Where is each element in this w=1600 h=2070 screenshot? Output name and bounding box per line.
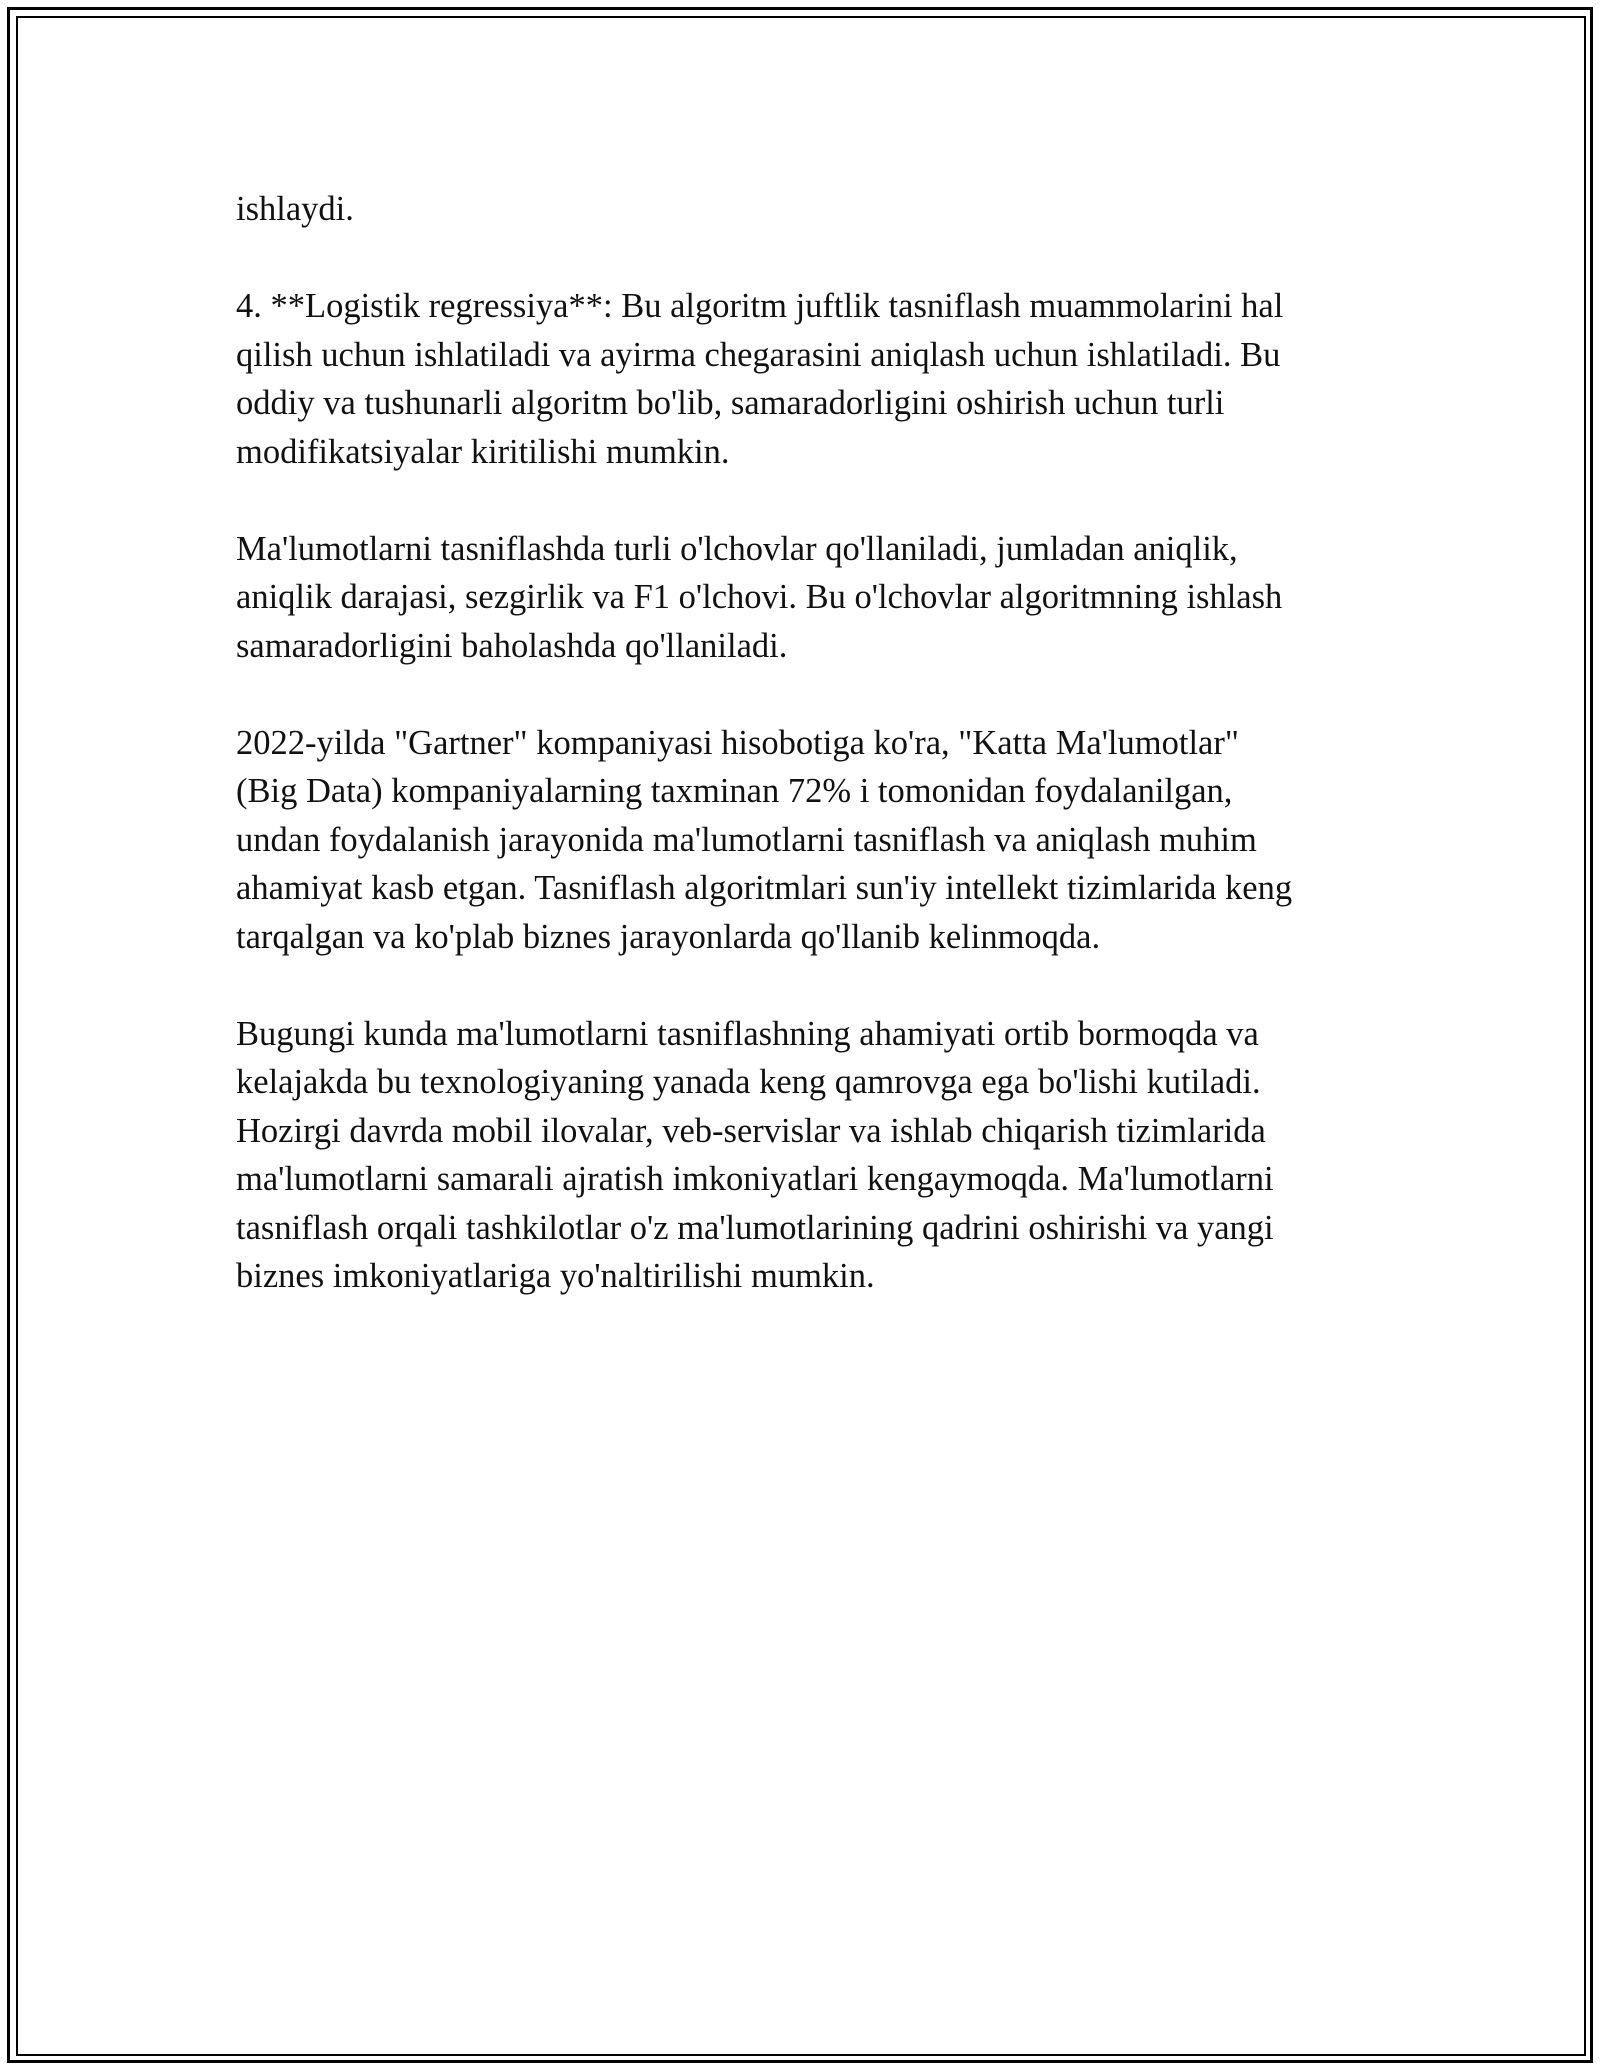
text-line: samaradorligini baholashda qo'llaniladi. — [236, 626, 788, 665]
text-line: (Big Data) kompaniyalarning taxminan 72% i tomonidan foydalanilgan, — [236, 772, 1233, 810]
text-line: Ma'lumotlarni tasniflashda turli o'lchovlar qo'llaniladi, jumladan aniqlik, — [236, 529, 1238, 568]
text-line: 4. **Logistik regressiya**: Bu algoritm juftlik tasniflash muammolarini hal — [236, 287, 1284, 325]
text-line: oddiy va tushunarli algoritm bo'lib, samaradorligini oshirish uchun turli — [236, 384, 1225, 422]
text-line: tasniflash orqali tashkilotlar o'z ma'lumotlarining qadrini oshirishi va yangi — [236, 1208, 1274, 1247]
text-line: Hozirgi davrda mobil ilovalar, veb-servislar va ishlab chiqarish tizimlarida — [236, 1111, 1266, 1150]
text-line: modifikatsiyalar kiritilishi mumkin. — [236, 432, 730, 471]
text-line: undan foydalanish jarayonida ma'lumotlarni tasniflash va aniqlash muhim — [236, 820, 1257, 859]
text-line: Bugungi kunda ma'lumotlarni tasniflashning ahamiyati ortib bormoqda va — [236, 1014, 1259, 1053]
paragraph-metrics — [236, 525, 1386, 671]
paragraph-continuation — [236, 185, 1386, 234]
text-line: aniqlik darajasi, sezgirlik va F1 o'lchovi. Bu o'lchovlar algoritmning ishlash — [236, 578, 1283, 616]
text-line: 2022-yilda "Gartner" kompaniyasi hisobotiga ko'ra, "Katta Ma'lumotlar" — [236, 723, 1239, 762]
text-line: biznes imkoniyatlariga yo'naltirilishi mumkin. — [236, 1257, 875, 1295]
paragraph-gartner-report — [236, 719, 1386, 962]
text-line: ishlaydi. — [236, 190, 354, 228]
text-line: qilish uchun ishlatiladi va ayirma chegarasini aniqlash uchun ishlatiladi. Bu — [236, 335, 1281, 374]
paragraph-logistic-regression — [236, 282, 1386, 476]
text-line: tarqalgan va ko'plab biznes jarayonlarda qo'llanib kelinmoqda. — [236, 917, 1101, 956]
text-line: ma'lumotlarni samarali ajratish imkoniyatlari kengaymoqda. Ma'lumotlarni — [236, 1160, 1274, 1198]
text-line: kelajakda bu texnologiyaning yanada keng qamrovga ega bo'lishi kutiladi. — [236, 1063, 1261, 1101]
document-body — [236, 185, 1386, 1349]
text-line: ahamiyat kasb etgan. Tasniflash algoritmlari sun'iy intellekt tizimlarida keng — [236, 869, 1293, 907]
paragraph-future-outlook — [236, 1010, 1386, 1301]
